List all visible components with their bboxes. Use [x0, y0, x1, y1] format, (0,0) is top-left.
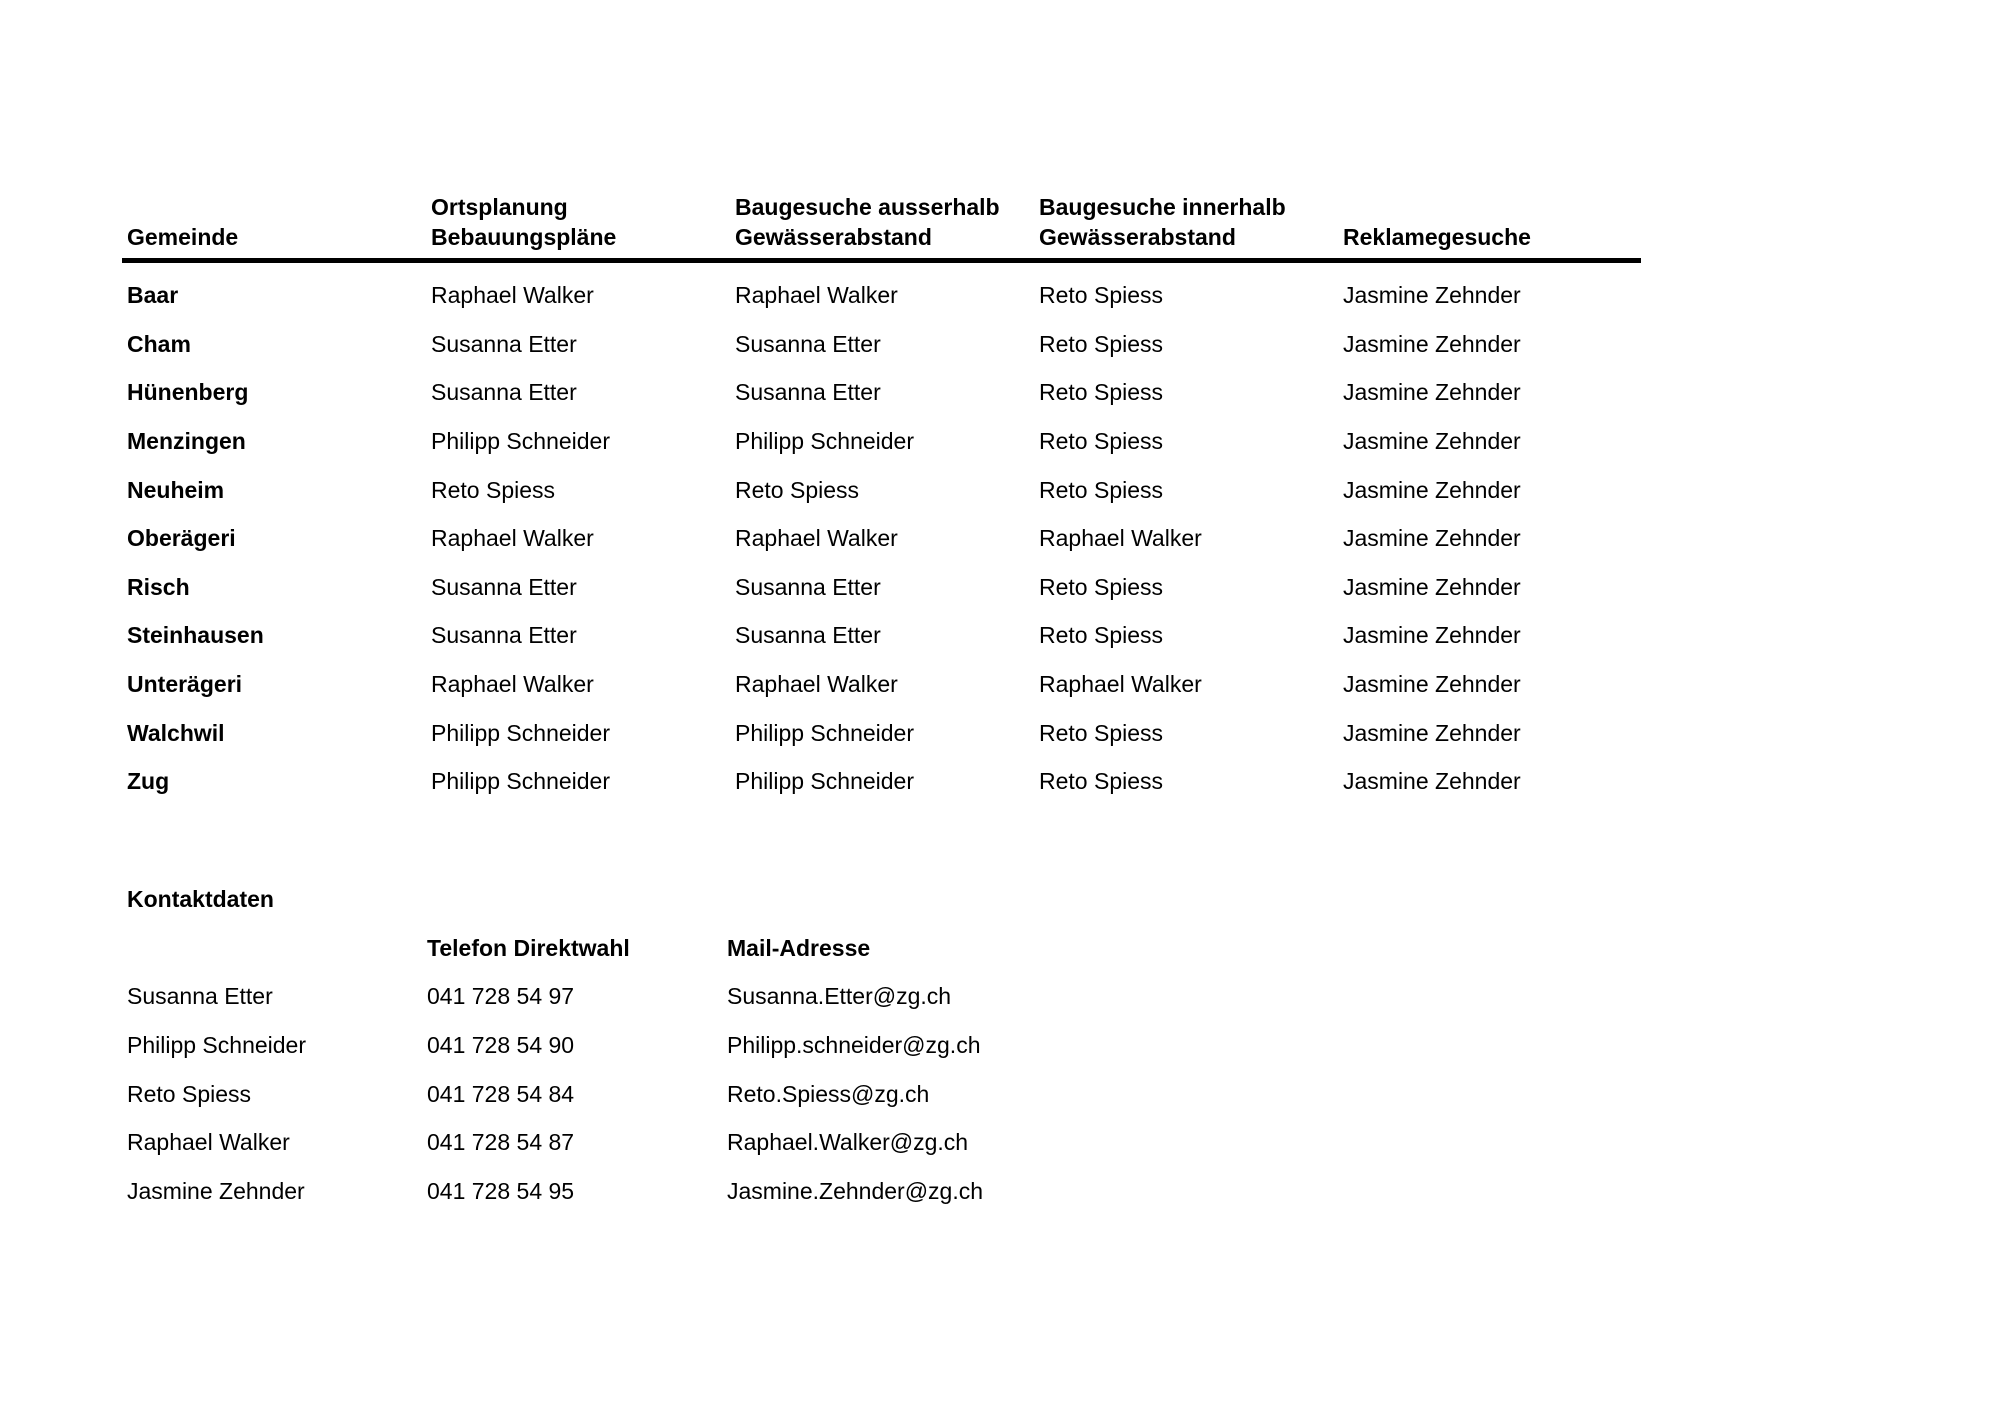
contact-name: Philipp Schneider	[127, 1032, 307, 1059]
ortsplanung-cell: Susanna Etter	[431, 622, 577, 649]
reklame-cell: Jasmine Zehnder	[1343, 525, 1521, 552]
table-row	[122, 320, 1641, 369]
ortsplanung-cell: Susanna Etter	[431, 379, 577, 406]
contact-phone: 041 728 54 95	[427, 1177, 575, 1204]
ortsplanung-cell: Philipp Schneider	[431, 768, 611, 795]
table-row	[122, 660, 1641, 709]
gemeinde-cell: Menzingen	[127, 428, 246, 455]
ortsplanung-cell: Philipp Schneider	[431, 428, 611, 455]
reklame-cell: Jasmine Zehnder	[1343, 282, 1521, 309]
gemeinde-cell: Baar	[127, 282, 179, 309]
reklame-cell: Jasmine Zehnder	[1343, 428, 1521, 455]
innerhalb-cell: Reto Spiess	[1039, 622, 1164, 649]
innerhalb-cell: Reto Spiess	[1039, 330, 1164, 357]
contacts-header-phone: Telefon Direktwahl	[427, 934, 630, 961]
contact-row	[122, 1118, 1022, 1167]
ortsplanung-cell: Raphael Walker	[431, 525, 594, 552]
ausserhalb-cell: Raphael Walker	[735, 525, 898, 552]
ortsplanung-cell: Raphael Walker	[431, 671, 594, 698]
reklame-cell: Jasmine Zehnder	[1343, 671, 1521, 698]
table-row	[122, 514, 1641, 563]
table-body	[122, 263, 1641, 806]
gemeinde-cell: Risch	[127, 573, 190, 600]
contact-email: Philipp.schneider@zg.ch	[727, 1032, 981, 1059]
gemeinde-cell: Walchwil	[127, 719, 225, 746]
contact-row	[122, 1069, 1022, 1118]
table-header-row	[122, 190, 1641, 263]
innerhalb-cell: Reto Spiess	[1039, 379, 1164, 406]
table-row	[122, 465, 1641, 514]
ausserhalb-cell: Susanna Etter	[735, 622, 881, 649]
contact-phone: 041 728 54 84	[427, 1080, 575, 1107]
innerhalb-cell: Reto Spiess	[1039, 768, 1164, 795]
contact-email: Reto.Spiess@zg.ch	[727, 1080, 930, 1107]
contacts-section	[122, 875, 1022, 1215]
ausserhalb-cell: Raphael Walker	[735, 282, 898, 309]
ortsplanung-cell: Raphael Walker	[431, 282, 594, 309]
contacts-header-row	[122, 924, 1022, 973]
header-reklamegesuche: Reklamegesuche	[1343, 224, 1531, 250]
gemeinde-cell: Oberägeri	[127, 525, 236, 552]
ausserhalb-cell: Susanna Etter	[735, 573, 881, 600]
ausserhalb-cell: Susanna Etter	[735, 330, 881, 357]
table-row	[122, 563, 1641, 612]
ortsplanung-cell: Reto Spiess	[431, 476, 556, 503]
contact-email: Raphael.Walker@zg.ch	[727, 1129, 969, 1156]
reklame-cell: Jasmine Zehnder	[1343, 719, 1521, 746]
contact-email: Jasmine.Zehnder@zg.ch	[727, 1177, 984, 1204]
contact-email: Susanna.Etter@zg.ch	[727, 983, 952, 1010]
contact-phone: 041 728 54 90	[427, 1032, 575, 1059]
ausserhalb-cell: Philipp Schneider	[735, 768, 915, 795]
gemeinde-cell: Unterägeri	[127, 671, 243, 698]
ortsplanung-cell: Susanna Etter	[431, 573, 577, 600]
table-row	[122, 271, 1641, 320]
contact-phone: 041 728 54 97	[427, 983, 575, 1010]
contact-name: Reto Spiess	[127, 1080, 252, 1107]
gemeinde-cell: Cham	[127, 330, 191, 357]
ausserhalb-cell: Reto Spiess	[735, 476, 860, 503]
innerhalb-cell: Reto Spiess	[1039, 573, 1164, 600]
table-row	[122, 708, 1641, 757]
contact-name: Jasmine Zehnder	[127, 1177, 305, 1204]
table-row	[122, 368, 1641, 417]
header-gemeinde: Gemeinde	[127, 224, 239, 250]
header-baugesuche-ausserhalb: Baugesuche ausserhalb Gewässerabstand	[735, 194, 1000, 250]
reklame-cell: Jasmine Zehnder	[1343, 573, 1521, 600]
reklame-cell: Jasmine Zehnder	[1343, 476, 1521, 503]
table-row	[122, 611, 1641, 660]
ortsplanung-cell: Philipp Schneider	[431, 719, 611, 746]
innerhalb-cell: Reto Spiess	[1039, 428, 1164, 455]
ortsplanung-cell: Susanna Etter	[431, 330, 577, 357]
contacts-title: Kontaktdaten	[127, 886, 274, 913]
assignment-table	[122, 190, 1641, 806]
header-ortsplanung: Ortsplanung Bebauungspläne	[431, 194, 617, 250]
reklame-cell: Jasmine Zehnder	[1343, 768, 1521, 795]
contacts-header-mail: Mail-Adresse	[727, 934, 871, 961]
contact-name: Susanna Etter	[127, 983, 273, 1010]
ausserhalb-cell: Raphael Walker	[735, 671, 898, 698]
table-row	[122, 417, 1641, 466]
table-row	[122, 757, 1641, 806]
reklame-cell: Jasmine Zehnder	[1343, 622, 1521, 649]
contact-row	[122, 1167, 1022, 1216]
contact-row	[122, 972, 1022, 1021]
contact-name: Raphael Walker	[127, 1129, 290, 1156]
innerhalb-cell: Reto Spiess	[1039, 476, 1164, 503]
gemeinde-cell: Hünenberg	[127, 379, 249, 406]
innerhalb-cell: Raphael Walker	[1039, 671, 1202, 698]
reklame-cell: Jasmine Zehnder	[1343, 330, 1521, 357]
reklame-cell: Jasmine Zehnder	[1343, 379, 1521, 406]
gemeinde-cell: Neuheim	[127, 476, 225, 503]
innerhalb-cell: Reto Spiess	[1039, 719, 1164, 746]
gemeinde-cell: Zug	[127, 768, 170, 795]
gemeinde-cell: Steinhausen	[127, 622, 264, 649]
ausserhalb-cell: Susanna Etter	[735, 379, 881, 406]
header-baugesuche-innerhalb: Baugesuche innerhalb Gewässerabstand	[1039, 194, 1286, 250]
innerhalb-cell: Reto Spiess	[1039, 282, 1164, 309]
ausserhalb-cell: Philipp Schneider	[735, 428, 915, 455]
contact-phone: 041 728 54 87	[427, 1129, 575, 1156]
innerhalb-cell: Raphael Walker	[1039, 525, 1202, 552]
contact-row	[122, 1021, 1022, 1070]
ausserhalb-cell: Philipp Schneider	[735, 719, 915, 746]
